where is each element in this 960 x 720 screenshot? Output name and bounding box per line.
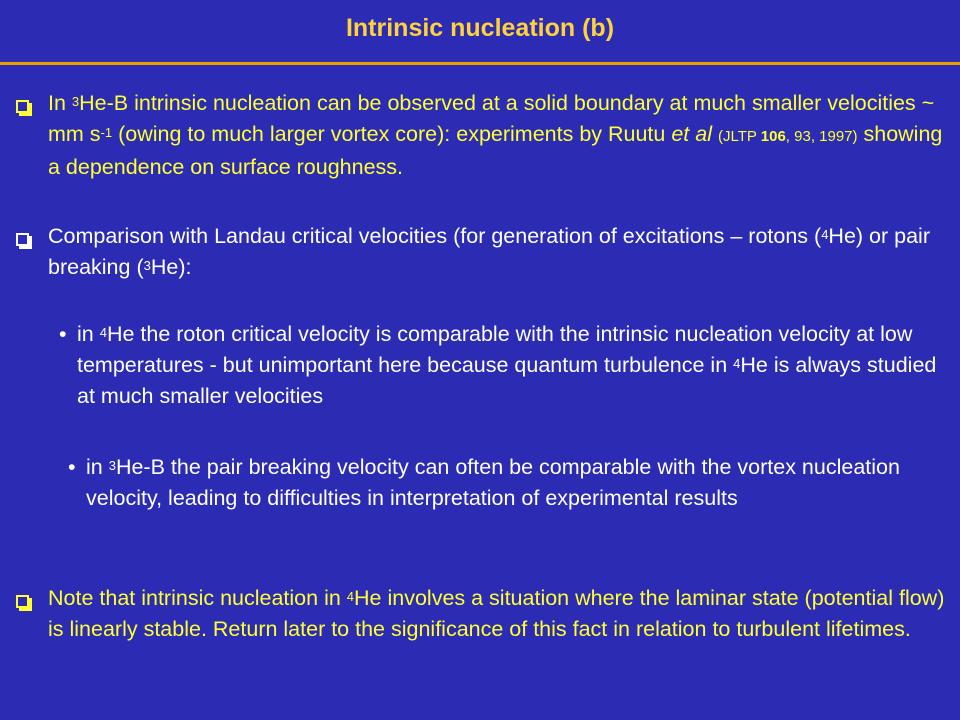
sub-bullet-2-text: He-B the pair breaking velocity can often be comparable with the vortex nucleation velocity, leading to difficulties in interpretation of experimental results (86, 455, 900, 510)
bullet-1-text: showing a dependence on surface roughness. (48, 122, 943, 179)
square-bullet-icon (16, 100, 29, 113)
reference (718, 128, 858, 145)
bullet-3-text: He involves a situation where the laminar state (potential flow) is linearly stable. Return later to the significance of this fact in relation to turbulent lifetimes. (48, 586, 945, 641)
bullet-2 (48, 221, 948, 283)
superscript: 3 (143, 258, 151, 273)
bullet-3-text: Note that intrinsic nucleation in (48, 586, 347, 610)
sub-bullet-1-text: He is always studied at much smaller velocities (77, 353, 937, 408)
bullet-1-text: (owing to much larger vortex core): experiments by Ruutu (112, 122, 672, 146)
sub-bullet-1 (77, 319, 949, 412)
reference-text: , 93, 1997) (785, 128, 858, 145)
superscript: 3 (71, 94, 80, 109)
bullet-3 (48, 583, 948, 645)
et-al: et al (671, 122, 712, 146)
sub-bullet-1-text: He the roton critical velocity is comparable with the intrinsic nucleation velocity at low temperatures - but unimportant here because quantum turbulence in (77, 322, 913, 377)
sub-bullet-1-text: in (77, 322, 100, 346)
slide-title: Intrinsic nucleation (b) (345, 14, 615, 42)
bullet-2-text: He): (150, 255, 192, 279)
superscript: -1 (100, 125, 113, 140)
title-rule (0, 62, 960, 65)
superscript: 4 (733, 356, 741, 371)
bullet-1-text: He-B intrinsic nucleation can be observed at a solid boundary at much smaller velocities ~ mm s (48, 91, 935, 146)
bullet-1-text: In (48, 91, 72, 115)
bullet-1 (48, 88, 948, 183)
bullet-2-text: Comparison with Landau critical velocities (for generation of excitations – rotons ( (48, 224, 822, 248)
superscript: 4 (99, 325, 107, 340)
reference-text: (JLTP (717, 128, 761, 145)
superscript: 4 (821, 227, 829, 242)
reference-volume: 106 (760, 128, 786, 145)
dot-bullet-icon: • (59, 322, 67, 346)
square-bullet-icon (16, 595, 29, 608)
bullet-2-text: He) or pair breaking ( (48, 224, 930, 279)
sub-bullet-2 (86, 452, 916, 514)
superscript: 4 (346, 589, 355, 604)
dot-bullet-icon: • (68, 455, 76, 479)
square-bullet-icon (16, 233, 29, 246)
superscript: 3 (108, 458, 116, 473)
sub-bullet-2-text: in (86, 455, 109, 479)
